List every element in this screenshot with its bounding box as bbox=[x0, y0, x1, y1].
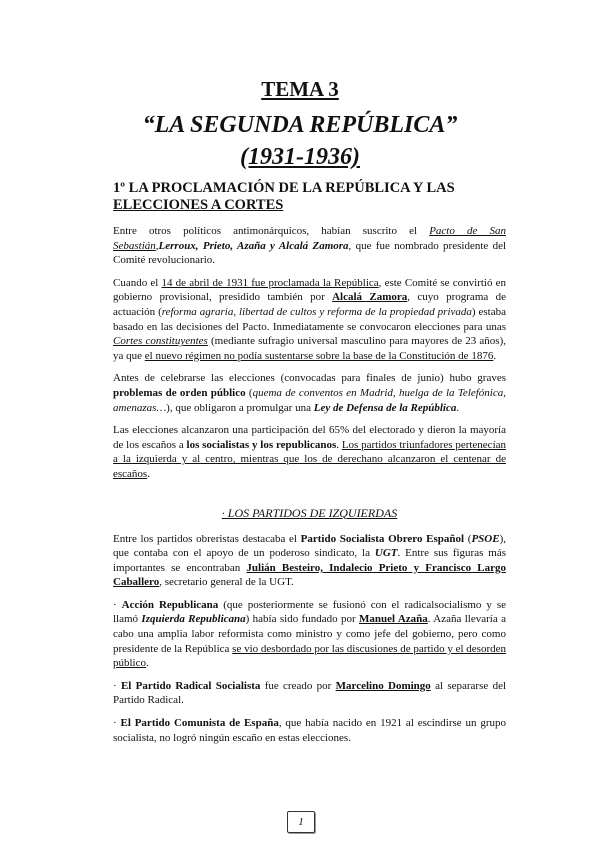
section-heading-1 bbox=[113, 180, 506, 214]
page-number: 1 bbox=[287, 811, 315, 833]
paragraph: Entre los partidos obreristas destacaba el Partido Socialista Obrero Español (PSOE), que contaba con el apoyo de un poderoso sindicato, la UGT. Entre sus figuras más importantes se encontraban Julián Besteiro, Indalecio Prieto y Francisco Largo Caballero, secretario general de la UGT. bbox=[113, 532, 506, 589]
paragraph: · El Partido Comunista de España, que había nacido en 1921 al escindirse un grupo socialista, no logró ningún escaño en estas elecciones. bbox=[113, 717, 506, 744]
title-block bbox=[0, 76, 600, 172]
subsection-heading: · LOS PARTIDOS DE IZQUIERDAS bbox=[221, 505, 398, 520]
paragraph: Las elecciones alcanzaron una participación del 65% del electorado y dieron la mayoría de los escaños a los socialistas y los republicanos. Los partidos triunfadores pertenecían a la izquierda y al centro, mientras que los de derechano alcanzaron el centenar de escaños. bbox=[113, 424, 507, 480]
paragraph: Antes de celebrarse las elecciones (convocadas para finales de junio) hubo graves problemas de orden público (quema de conventos en Madrid, huelga de la Telefónica, amenazas…), que obligaron a promulgar una Ley de Defensa de la República. bbox=[113, 372, 506, 414]
document-body bbox=[113, 180, 506, 753]
paragraph: Cuando el 14 de abril de 1931 fue proclamada la República, este Comité se convirtió en gobierno provisional, presidido también por Alcalá Zamora, cuyo programa de actuación (reforma agraria, libertad de cultos y reforma de la propiedad privada) estaba basado en las decisiones del Pacto. Inmediatamente se convocaron elecciones para unas Cortes constituyentes (mediante sufragio universal masculino para mayores de 23 años), ya que el nuevo régimen no podía sustentarse sobre la base de la Constitución de 1876. bbox=[113, 276, 507, 362]
section-heading-1-line1: 1º LA PROCLAMACIÓN DE LA REPÚBLICA Y LAS bbox=[113, 180, 455, 196]
paragraph: · El Partido Radical Socialista fue creado por Marcelino Domingo al separarse del Partido Radical. bbox=[113, 679, 507, 707]
section-heading-1-line2: ELECCIONES A CORTES bbox=[113, 197, 284, 213]
paragraph: · Acción Republicana (que posteriormente se fusionó con el radicalsocialismo y se llamó Izquierda Republicana) había sido fundado por Manuel Azaña. Azaña llevaría a cabo una amplia labor reformista como ministro y como jefe del gobierno, pero como presidente de la República se vio desbordado por las discusiones de partido y el desorden público. bbox=[113, 598, 506, 670]
period-years: (1931-1936) bbox=[240, 144, 360, 170]
paragraph: Entre otros políticos antimonárquicos, habían suscrito el Pacto de San Sebastián,Lerroux, Prieto, Azaña y Alcalá Zamora, que fue nombrado presidente del Comité revolucionario. bbox=[113, 225, 507, 267]
topic-title: TEMA 3 bbox=[261, 77, 339, 101]
document-subtitle: “LA SEGUNDA REPÚBLICA” bbox=[142, 112, 458, 138]
